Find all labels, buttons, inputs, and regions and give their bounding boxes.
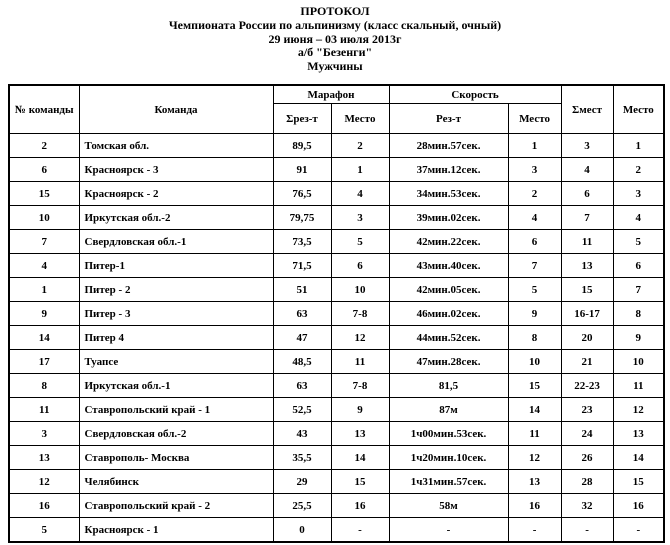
cell-place: 12 bbox=[613, 398, 664, 422]
cell-team-name: Питер-1 bbox=[79, 254, 273, 278]
cell-team-number: 8 bbox=[9, 374, 79, 398]
cell-marathon-result: 63 bbox=[273, 374, 331, 398]
cell-marathon-place: 15 bbox=[331, 470, 389, 494]
cell-marathon-place: 3 bbox=[331, 206, 389, 230]
team-row bbox=[9, 374, 664, 398]
cell-speed-result: 28мин.57сек. bbox=[389, 134, 508, 158]
cell-speed-place: 6 bbox=[508, 230, 561, 254]
cell-team-number: 10 bbox=[9, 206, 79, 230]
cell-marathon-result: 29 bbox=[273, 470, 331, 494]
cell-team-name: Туапсе bbox=[79, 350, 273, 374]
cell-speed-place: 11 bbox=[508, 422, 561, 446]
cell-sum-places: 4 bbox=[561, 158, 613, 182]
cell-marathon-result: 52,5 bbox=[273, 398, 331, 422]
cell-place: 2 bbox=[613, 158, 664, 182]
cell-place: 1 bbox=[613, 134, 664, 158]
cell-marathon-result: 47 bbox=[273, 326, 331, 350]
cell-speed-place: 10 bbox=[508, 350, 561, 374]
cell-marathon-place: 10 bbox=[331, 278, 389, 302]
cell-team-number: 13 bbox=[9, 446, 79, 470]
header-team: Команда bbox=[79, 85, 273, 134]
cell-sum-places: 15 bbox=[561, 278, 613, 302]
header-marathon-group: Марафон bbox=[273, 85, 389, 104]
cell-team-name: Свердловская обл.-1 bbox=[79, 230, 273, 254]
cell-speed-place: 4 bbox=[508, 206, 561, 230]
cell-speed-place: 2 bbox=[508, 182, 561, 206]
team-row bbox=[9, 206, 664, 230]
cell-sum-places: 28 bbox=[561, 470, 613, 494]
document-category: Мужчины bbox=[307, 59, 363, 74]
document-location: а/б "Безенги" bbox=[297, 45, 373, 60]
cell-marathon-result: 63 bbox=[273, 302, 331, 326]
header-speed-place: Место bbox=[508, 104, 561, 134]
cell-speed-result: - bbox=[389, 518, 508, 542]
cell-team-number: 5 bbox=[9, 518, 79, 542]
team-row bbox=[9, 302, 664, 326]
cell-marathon-result: 25,5 bbox=[273, 494, 331, 518]
cell-speed-place: 13 bbox=[508, 470, 561, 494]
cell-marathon-result: 89,5 bbox=[273, 134, 331, 158]
cell-marathon-place: 12 bbox=[331, 326, 389, 350]
cell-place: 5 bbox=[613, 230, 664, 254]
team-row bbox=[9, 254, 664, 278]
team-row bbox=[9, 230, 664, 254]
cell-marathon-place: 7-8 bbox=[331, 374, 389, 398]
cell-place: 8 bbox=[613, 302, 664, 326]
cell-sum-places: 24 bbox=[561, 422, 613, 446]
cell-speed-place: 9 bbox=[508, 302, 561, 326]
cell-team-name: Челябинск bbox=[79, 470, 273, 494]
cell-marathon-place: 5 bbox=[331, 230, 389, 254]
cell-speed-place: 8 bbox=[508, 326, 561, 350]
cell-place: 10 bbox=[613, 350, 664, 374]
cell-team-number: 3 bbox=[9, 422, 79, 446]
cell-team-name: Красноярск - 3 bbox=[79, 158, 273, 182]
team-row bbox=[9, 494, 664, 518]
cell-marathon-place: - bbox=[331, 518, 389, 542]
cell-speed-place: - bbox=[508, 518, 561, 542]
cell-marathon-place: 6 bbox=[331, 254, 389, 278]
header-row-groups bbox=[9, 85, 664, 104]
cell-speed-place: 1 bbox=[508, 134, 561, 158]
header-speed-group: Скорость bbox=[389, 85, 561, 104]
cell-team-name: Ставрополь- Москва bbox=[79, 446, 273, 470]
cell-team-name: Иркутская обл.-2 bbox=[79, 206, 273, 230]
cell-marathon-place: 4 bbox=[331, 182, 389, 206]
cell-team-number: 15 bbox=[9, 182, 79, 206]
cell-marathon-result: 51 bbox=[273, 278, 331, 302]
cell-place: 3 bbox=[613, 182, 664, 206]
cell-speed-result: 44мин.52сек. bbox=[389, 326, 508, 350]
document-dates: 29 июня – 03 июля 2013г bbox=[268, 31, 402, 46]
cell-place: 4 bbox=[613, 206, 664, 230]
team-row bbox=[9, 326, 664, 350]
cell-place: 7 bbox=[613, 278, 664, 302]
cell-speed-place: 7 bbox=[508, 254, 561, 278]
cell-speed-result: 1ч31мин.57сек. bbox=[389, 470, 508, 494]
cell-speed-result: 42мин.05сек. bbox=[389, 278, 508, 302]
cell-speed-result: 1ч20мин.10сек. bbox=[389, 446, 508, 470]
cell-speed-result: 43мин.40сек. bbox=[389, 254, 508, 278]
cell-place: 13 bbox=[613, 422, 664, 446]
cell-place: 11 bbox=[613, 374, 664, 398]
cell-sum-places: 7 bbox=[561, 206, 613, 230]
cell-sum-places: 21 bbox=[561, 350, 613, 374]
cell-speed-result: 34мин.53сек. bbox=[389, 182, 508, 206]
team-row bbox=[9, 422, 664, 446]
cell-team-name: Ставропольский край - 2 bbox=[79, 494, 273, 518]
cell-speed-place: 5 bbox=[508, 278, 561, 302]
cell-sum-places: 23 bbox=[561, 398, 613, 422]
cell-team-name: Красноярск - 2 bbox=[79, 182, 273, 206]
cell-marathon-result: 0 bbox=[273, 518, 331, 542]
cell-speed-place: 14 bbox=[508, 398, 561, 422]
cell-marathon-result: 76,5 bbox=[273, 182, 331, 206]
cell-team-number: 16 bbox=[9, 494, 79, 518]
cell-sum-places: - bbox=[561, 518, 613, 542]
cell-speed-result: 42мин.22сек. bbox=[389, 230, 508, 254]
cell-marathon-place: 1 bbox=[331, 158, 389, 182]
team-row bbox=[9, 158, 664, 182]
cell-team-name: Иркутская обл.-1 bbox=[79, 374, 273, 398]
cell-team-name: Питер - 3 bbox=[79, 302, 273, 326]
cell-place: 6 bbox=[613, 254, 664, 278]
cell-place: - bbox=[613, 518, 664, 542]
team-row bbox=[9, 518, 664, 542]
cell-team-name: Красноярск - 1 bbox=[79, 518, 273, 542]
cell-speed-place: 3 bbox=[508, 158, 561, 182]
cell-team-number: 2 bbox=[9, 134, 79, 158]
header-marathon-place: Место bbox=[331, 104, 389, 134]
cell-sum-places: 16-17 bbox=[561, 302, 613, 326]
cell-speed-result: 37мин.12сек. bbox=[389, 158, 508, 182]
cell-speed-place: 15 bbox=[508, 374, 561, 398]
cell-sum-places: 6 bbox=[561, 182, 613, 206]
cell-sum-places: 11 bbox=[561, 230, 613, 254]
cell-team-number: 6 bbox=[9, 158, 79, 182]
cell-place: 14 bbox=[613, 446, 664, 470]
cell-marathon-result: 35,5 bbox=[273, 446, 331, 470]
cell-speed-place: 12 bbox=[508, 446, 561, 470]
cell-team-name: Ставропольский край - 1 bbox=[79, 398, 273, 422]
cell-team-name: Питер - 2 bbox=[79, 278, 273, 302]
cell-team-name: Томская обл. bbox=[79, 134, 273, 158]
cell-marathon-result: 79,75 bbox=[273, 206, 331, 230]
cell-marathon-result: 48,5 bbox=[273, 350, 331, 374]
header-place: Место bbox=[613, 85, 664, 134]
cell-marathon-place: 9 bbox=[331, 398, 389, 422]
document-subtitle: Чемпионата России по альпинизму (класс скальный, очный) bbox=[168, 17, 502, 32]
cell-place: 9 bbox=[613, 326, 664, 350]
cell-speed-place: 16 bbox=[508, 494, 561, 518]
header-team-number: № команды bbox=[9, 85, 79, 134]
cell-speed-result: 87м bbox=[389, 398, 508, 422]
team-row bbox=[9, 446, 664, 470]
cell-speed-result: 58м bbox=[389, 494, 508, 518]
team-row bbox=[9, 278, 664, 302]
cell-team-number: 4 bbox=[9, 254, 79, 278]
cell-team-number: 7 bbox=[9, 230, 79, 254]
document-title-block bbox=[0, 0, 670, 74]
cell-speed-result: 1ч00мин.53сек. bbox=[389, 422, 508, 446]
team-row bbox=[9, 134, 664, 158]
team-row bbox=[9, 470, 664, 494]
cell-speed-result: 39мин.02сек. bbox=[389, 206, 508, 230]
cell-place: 15 bbox=[613, 470, 664, 494]
cell-marathon-place: 7-8 bbox=[331, 302, 389, 326]
team-row bbox=[9, 398, 664, 422]
cell-marathon-result: 43 bbox=[273, 422, 331, 446]
cell-sum-places: 22-23 bbox=[561, 374, 613, 398]
cell-team-number: 9 bbox=[9, 302, 79, 326]
team-row bbox=[9, 350, 664, 374]
cell-team-number: 11 bbox=[9, 398, 79, 422]
cell-team-number: 17 bbox=[9, 350, 79, 374]
cell-team-number: 12 bbox=[9, 470, 79, 494]
cell-team-number: 14 bbox=[9, 326, 79, 350]
cell-marathon-place: 14 bbox=[331, 446, 389, 470]
cell-sum-places: 13 bbox=[561, 254, 613, 278]
cell-marathon-place: 2 bbox=[331, 134, 389, 158]
header-speed-result: Рез-т bbox=[389, 104, 508, 134]
cell-marathon-place: 11 bbox=[331, 350, 389, 374]
cell-speed-result: 47мин.28сек. bbox=[389, 350, 508, 374]
cell-marathon-result: 73,5 bbox=[273, 230, 331, 254]
cell-speed-result: 46мин.02сек. bbox=[389, 302, 508, 326]
cell-sum-places: 20 bbox=[561, 326, 613, 350]
cell-team-number: 1 bbox=[9, 278, 79, 302]
cell-marathon-place: 16 bbox=[331, 494, 389, 518]
cell-marathon-place: 13 bbox=[331, 422, 389, 446]
header-sum-places: Σмест bbox=[561, 85, 613, 134]
cell-sum-places: 3 bbox=[561, 134, 613, 158]
cell-team-name: Свердловская обл.-2 bbox=[79, 422, 273, 446]
team-row bbox=[9, 182, 664, 206]
results-table bbox=[8, 84, 665, 543]
header-marathon-result: Σрез-т bbox=[273, 104, 331, 134]
cell-sum-places: 32 bbox=[561, 494, 613, 518]
cell-team-name: Питер 4 bbox=[79, 326, 273, 350]
cell-speed-result: 81,5 bbox=[389, 374, 508, 398]
cell-marathon-result: 71,5 bbox=[273, 254, 331, 278]
results-tbody bbox=[9, 134, 664, 542]
cell-sum-places: 26 bbox=[561, 446, 613, 470]
cell-marathon-result: 91 bbox=[273, 158, 331, 182]
document-title: ПРОТОКОЛ bbox=[300, 4, 370, 18]
cell-place: 16 bbox=[613, 494, 664, 518]
